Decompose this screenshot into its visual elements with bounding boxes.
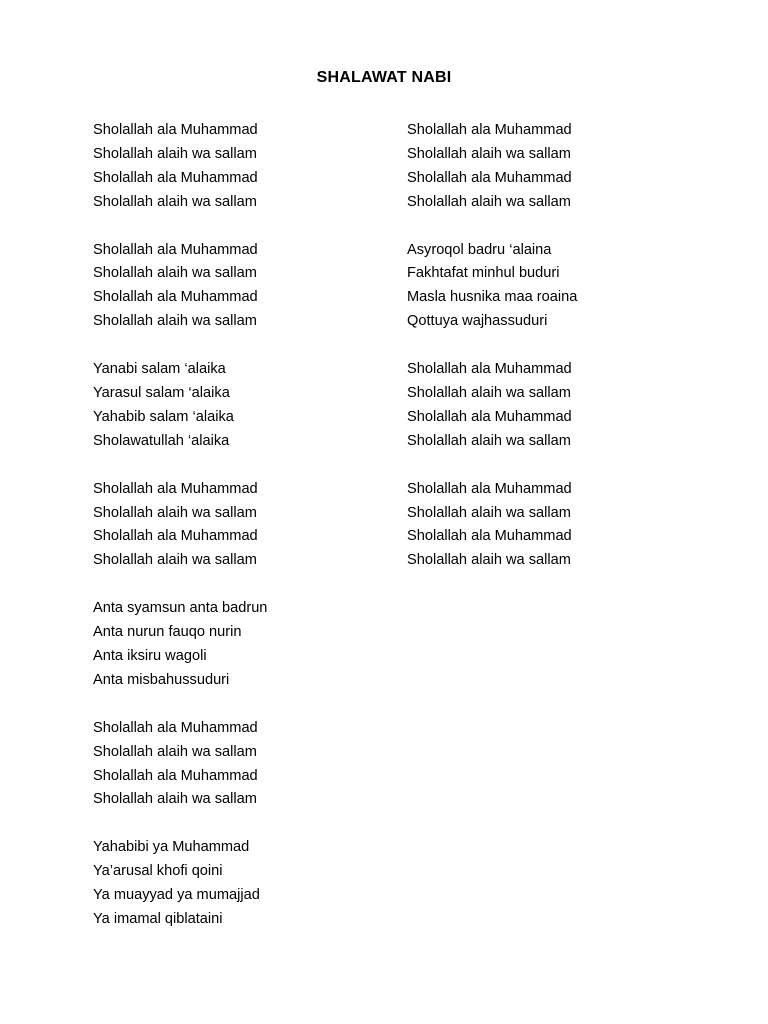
stanza (407, 239, 737, 335)
lyric-line: Sholallah alaih wa sallam (93, 193, 257, 210)
lyric-line: Anta iksiru wagoli (93, 648, 207, 665)
lyric-line: Anta nurun fauqo nurin (93, 624, 242, 641)
lyric-line: Qottuya wajhassuduri (407, 313, 548, 330)
lyric-line: Ya imamal qiblataini (93, 911, 223, 928)
lyric-line: Sholallah alaih wa sallam (407, 385, 571, 402)
stanza (93, 119, 423, 215)
left-column (93, 119, 423, 956)
lyric-line: Masla husnika maa roaina (407, 289, 578, 306)
stanza (93, 597, 423, 693)
lyric-line: Sholallah alaih wa sallam (93, 265, 257, 282)
lyric-line: Sholallah alaih wa sallam (407, 552, 571, 569)
lyric-line: Yahabib salam ‘alaika (93, 408, 234, 425)
lyric-line: Anta syamsun anta badrun (93, 600, 268, 617)
lyric-line: Sholallah ala Muhammad (93, 122, 258, 138)
lyric-line: Fakhtafat minhul buduri (407, 265, 560, 282)
stanza (93, 717, 423, 813)
page-title: SHALAWAT NABI (316, 69, 452, 86)
lyric-line: Sholallah ala Muhammad (93, 480, 258, 497)
stanza (407, 478, 737, 574)
stanza (93, 239, 423, 335)
lyric-line: Ya’arusal khofi qoini (93, 863, 223, 880)
lyric-line: Sholawatullah ‘alaika (93, 432, 230, 449)
stanza (93, 358, 423, 454)
lyric-line: Yanabi salam ‘alaika (93, 361, 226, 378)
stanza (93, 478, 423, 574)
lyric-line: Sholallah ala Muhammad (93, 169, 258, 186)
lyric-line: Sholallah ala Muhammad (93, 289, 258, 306)
lyric-line: Sholallah alaih wa sallam (93, 791, 257, 808)
lyric-line: Sholallah ala Muhammad (93, 767, 258, 784)
lyric-line: Sholallah alaih wa sallam (93, 504, 257, 521)
right-column (407, 119, 737, 597)
stanza (407, 119, 737, 215)
lyric-line: Sholallah alaih wa sallam (93, 743, 257, 760)
lyric-line: Sholallah ala Muhammad (407, 528, 572, 545)
lyric-line: Sholallah ala Muhammad (407, 361, 572, 378)
lyric-line: Sholallah alaih wa sallam (407, 145, 571, 162)
lyric-line: Sholallah alaih wa sallam (407, 193, 571, 210)
lyric-line: Sholallah ala Muhammad (407, 169, 572, 186)
lyric-line: Asyroqol badru ‘alaina (407, 241, 552, 258)
lyric-line: Sholallah ala Muhammad (407, 408, 572, 425)
lyric-line: Anta misbahussuduri (93, 671, 230, 688)
lyric-line: Sholallah ala Muhammad (93, 719, 258, 736)
lyric-line: Yarasul salam ‘alaika (93, 385, 230, 402)
lyric-line: Sholallah ala Muhammad (93, 241, 258, 258)
lyric-line: Sholallah alaih wa sallam (407, 432, 571, 449)
lyric-line: Sholallah alaih wa sallam (93, 145, 257, 162)
stanza (407, 358, 737, 454)
lyric-line: Sholallah ala Muhammad (407, 480, 572, 497)
lyric-line: Sholallah ala Muhammad (93, 528, 258, 545)
lyric-line: Sholallah alaih wa sallam (93, 552, 257, 569)
stanza (93, 836, 423, 932)
lyric-line: Yahabibi ya Muhammad (93, 839, 250, 856)
lyric-line: Ya muayyad ya mumajjad (93, 887, 260, 904)
lyric-line: Sholallah alaih wa sallam (93, 313, 257, 330)
lyric-line: Sholallah ala Muhammad (407, 122, 572, 138)
lyric-line: Sholallah alaih wa sallam (407, 504, 571, 521)
